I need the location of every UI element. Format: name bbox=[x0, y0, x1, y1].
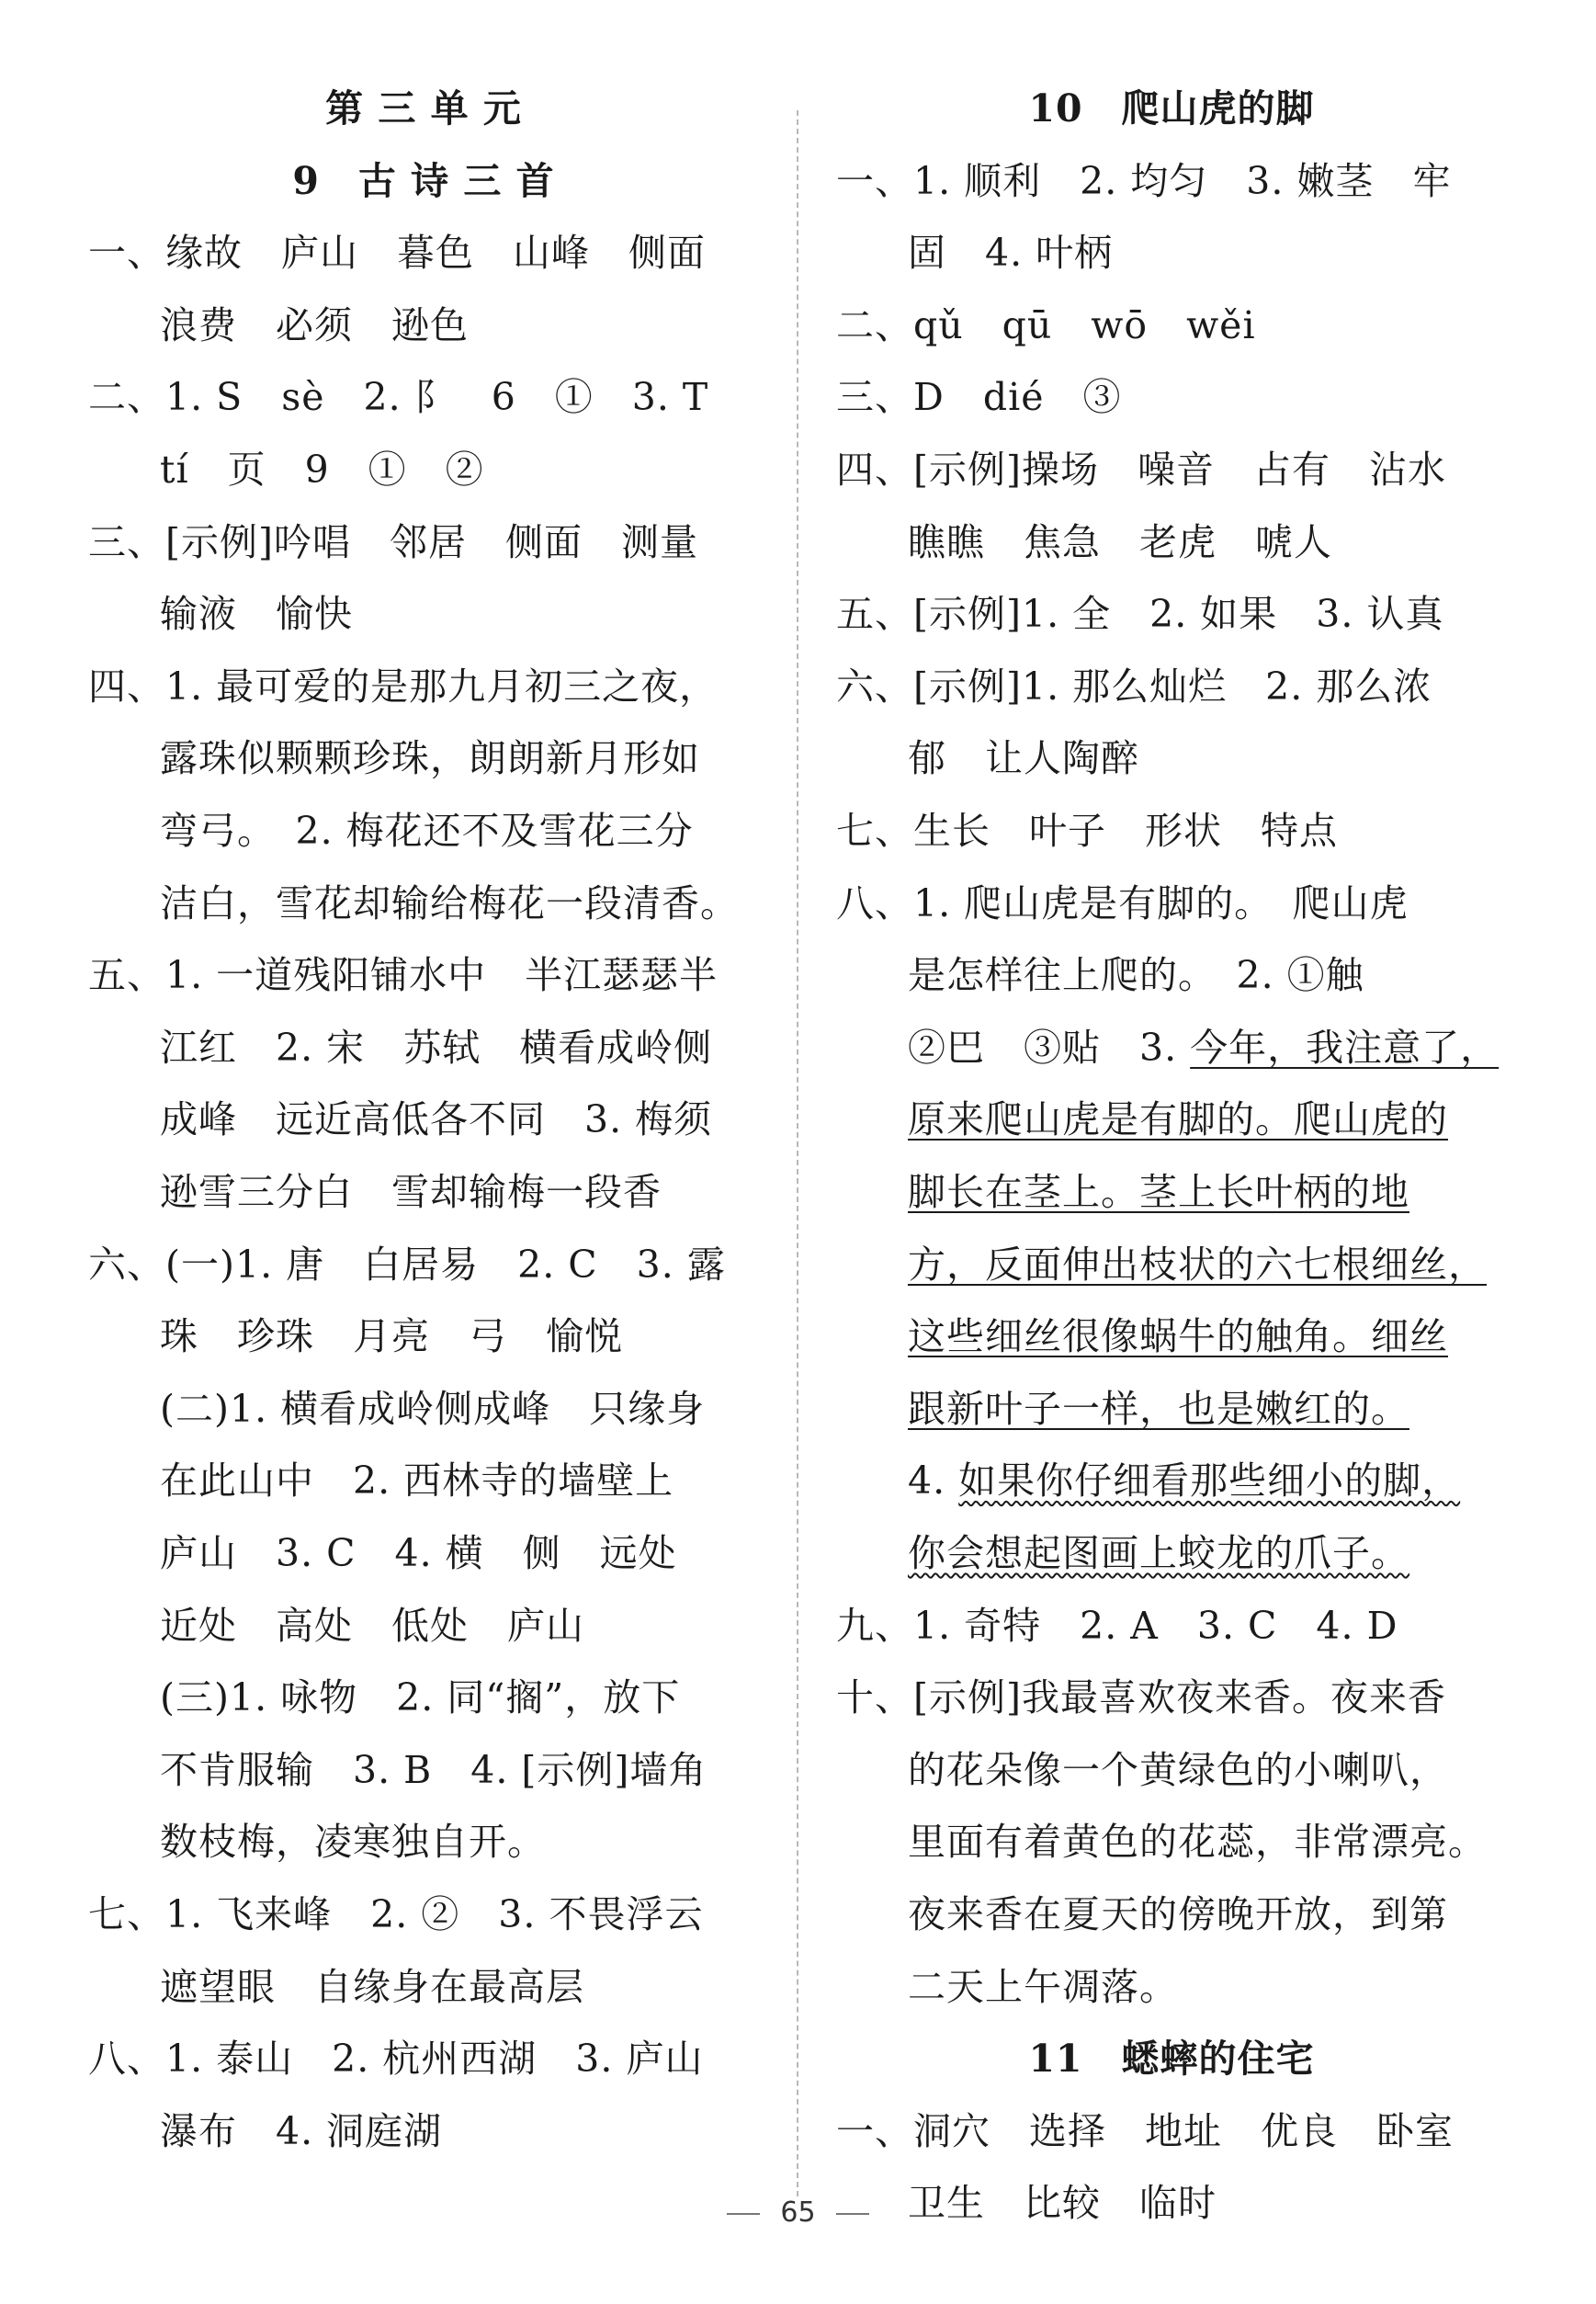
answer-text: 原来爬山虎是有脚的。爬山虎的 bbox=[908, 1097, 1448, 1142]
answer-text: 方，反面伸出枝状的六七根细丝， bbox=[908, 1242, 1487, 1287]
answer-line bbox=[836, 588, 1443, 640]
answer-text: 输液 愉快 bbox=[160, 592, 353, 637]
answer-line bbox=[836, 1600, 1398, 1651]
page-number: 65 bbox=[780, 2196, 816, 2229]
answer-text: 八、1. 泰山 2. 杭州西湖 3. 庐山 bbox=[88, 2037, 704, 2082]
heading-text: 9 古 诗 三 首 bbox=[292, 158, 555, 203]
answer-line bbox=[160, 1672, 680, 1723]
answer-line bbox=[908, 1311, 1448, 1362]
answer-text: (三)1. 咏物 2. 同“搁”，放下 bbox=[160, 1675, 681, 1720]
answer-text: (二)1. 横看成岭侧成峰 只缘身 bbox=[160, 1386, 706, 1431]
answer-line bbox=[908, 1455, 1460, 1506]
answer-line bbox=[160, 1383, 705, 1435]
answer-text: 郁 让人陶醉 bbox=[908, 736, 1139, 781]
answer-text: 三、D dié ③ bbox=[836, 375, 1122, 420]
answer-text: 露珠似颗颗珍珠，朗朗新月形如 bbox=[160, 736, 700, 781]
answer-line bbox=[908, 1383, 1409, 1435]
answer-line bbox=[88, 949, 718, 1001]
answer-line bbox=[836, 661, 1432, 712]
answer-text: 江红 2. 宋 苏轼 横看成岭侧 bbox=[160, 1025, 713, 1070]
answer-text: 洁白，雪花却输给梅花一段清香。 bbox=[160, 880, 739, 925]
answer-line bbox=[908, 1816, 1487, 1867]
answer-text: 逊雪三分白 雪却输梅一段香 bbox=[160, 1170, 662, 1214]
answer-text: 二天上午凋落。 bbox=[908, 1964, 1178, 2009]
answer-line bbox=[836, 878, 1409, 929]
answer-line bbox=[160, 1166, 662, 1218]
answer-line bbox=[836, 805, 1338, 857]
answer-text: 跟新叶子一样，也是嫩红的。 bbox=[908, 1386, 1409, 1431]
answer-text: 固 4. 叶柄 bbox=[908, 231, 1114, 276]
answer-line bbox=[88, 1239, 726, 1290]
answer-line bbox=[160, 1455, 673, 1506]
answer-text: 夜来香在夏天的傍晚开放，到第 bbox=[908, 1892, 1448, 1936]
footer-dash-right bbox=[836, 2213, 869, 2215]
heading-text: 第 三 单 元 bbox=[325, 86, 522, 131]
answer-line bbox=[908, 1961, 1178, 2013]
answer-line bbox=[908, 227, 1113, 278]
answer-text: ②巴 ③贴 3. bbox=[908, 1025, 1191, 1070]
answer-line bbox=[88, 371, 708, 423]
answer-text: 不肯服输 3. B 4. [示例]墙角 bbox=[160, 1747, 707, 1792]
answer-line bbox=[836, 371, 1122, 423]
answer-text: 七、生长 叶子 形状 特点 bbox=[836, 809, 1338, 853]
section-heading bbox=[88, 83, 759, 134]
answer-line bbox=[88, 1889, 703, 1940]
answer-text: 四、1. 最可爱的是那九月初三之夜， bbox=[88, 664, 719, 709]
answer-text: 七、1. 飞来峰 2. ② 3. 不畏浮云 bbox=[88, 1892, 704, 1936]
answer-text: 六、[示例]1. 那么灿烂 2. 那么浓 bbox=[836, 664, 1432, 709]
answer-line bbox=[88, 516, 698, 568]
answer-text: 一、洞穴 选择 地址 优良 卧室 bbox=[836, 2108, 1454, 2153]
answer-line bbox=[160, 732, 700, 784]
answer-text: 三、[示例]吟唱 邻居 侧面 测量 bbox=[88, 519, 698, 564]
answer-line bbox=[88, 227, 706, 278]
footer-dash-left bbox=[727, 2213, 760, 2215]
answer-line bbox=[160, 1600, 584, 1651]
answer-text: 四、[示例]操场 噪音 占有 沾水 bbox=[836, 448, 1446, 492]
answer-line bbox=[836, 155, 1451, 207]
answer-text: 弯弓。 2. 梅花还不及雪花三分 bbox=[160, 809, 694, 853]
answer-line bbox=[908, 732, 1139, 784]
answer-line bbox=[160, 1311, 623, 1362]
answer-text: 是怎样往上爬的。 2. ①触 bbox=[908, 953, 1364, 998]
section-heading bbox=[88, 155, 759, 207]
answer-text: 十、[示例]我最喜欢夜来香。夜来香 bbox=[836, 1675, 1446, 1720]
answer-text: 浪费 必须 逊色 bbox=[160, 302, 469, 347]
answer-text: 二、1. S sè 2. 阝 6 ① 3. T bbox=[88, 375, 709, 420]
section-heading bbox=[836, 83, 1507, 134]
answer-text: 成峰 远近高低各不同 3. 梅须 bbox=[160, 1097, 713, 1142]
answer-text: 卫生 比较 临时 bbox=[908, 2181, 1217, 2226]
answer-text: 近处 高处 低处 庐山 bbox=[160, 1603, 584, 1648]
answer-text: 庐山 3. C 4. 横 侧 远处 bbox=[160, 1531, 677, 1575]
page-footer bbox=[0, 2196, 1596, 2229]
answer-line bbox=[160, 878, 739, 929]
answer-text: 瀑布 4. 洞庭湖 bbox=[160, 2108, 443, 2153]
answer-line bbox=[908, 1022, 1499, 1073]
answer-line bbox=[908, 1527, 1409, 1579]
answer-text: 这些细丝很像蜗牛的触角。细丝 bbox=[908, 1314, 1448, 1359]
answer-line bbox=[88, 2033, 703, 2084]
answer-line bbox=[908, 1889, 1448, 1940]
answer-text: 4. bbox=[908, 1458, 959, 1504]
answer-text: 五、[示例]1. 全 2. 如果 3. 认真 bbox=[836, 592, 1444, 637]
answer-text: tí 页 9 ① ② bbox=[160, 448, 484, 492]
answer-line bbox=[160, 1527, 677, 1579]
answer-text: 遮望眼 自缘身在最高层 bbox=[160, 1964, 584, 2009]
answer-line bbox=[160, 588, 353, 640]
answer-line bbox=[836, 300, 1256, 351]
answer-line bbox=[160, 1022, 712, 1073]
marked-answer-text: 如果你仔细看那些细小的脚， bbox=[958, 1458, 1461, 1504]
answer-line bbox=[160, 2105, 442, 2157]
marked-answer-text: 今年，我注意了， bbox=[1190, 1025, 1500, 1070]
answer-text: 数枝梅，凌寒独自开。 bbox=[160, 1820, 546, 1865]
answer-text: 二、qǔ qū wō wěi bbox=[836, 302, 1256, 347]
answer-line bbox=[160, 805, 694, 857]
answer-line bbox=[160, 1816, 546, 1867]
answer-line bbox=[908, 1239, 1487, 1290]
answer-text: 的花朵像一个黄绿色的小喇叭， bbox=[908, 1747, 1448, 1792]
answer-line bbox=[908, 1166, 1409, 1218]
answer-line bbox=[160, 300, 469, 351]
answer-line bbox=[88, 661, 718, 712]
answer-text: 八、1. 爬山虎是有脚的。 爬山虎 bbox=[836, 880, 1409, 925]
answer-text: 五、1. 一道残阳铺水中 半江瑟瑟半 bbox=[88, 953, 719, 998]
answer-text: 在此山中 2. 西林寺的墙壁上 bbox=[160, 1458, 674, 1504]
heading-text: 10 爬山虎的脚 bbox=[1028, 86, 1315, 131]
answer-text: 九、1. 奇特 2. A 3. C 4. D bbox=[836, 1603, 1398, 1648]
answer-text: 六、(一)1. 唐 白居易 2. C 3. 露 bbox=[88, 1242, 726, 1287]
answer-line bbox=[836, 444, 1446, 495]
answer-text: 珠 珍珠 月亮 弓 愉悦 bbox=[160, 1314, 623, 1359]
answer-line bbox=[160, 1961, 584, 2013]
answer-text: 瞧瞧 焦急 老虎 唬人 bbox=[908, 519, 1332, 564]
answer-line bbox=[908, 949, 1364, 1001]
answer-text: 你会想起图画上蛟龙的爪子。 bbox=[908, 1531, 1409, 1575]
column-divider bbox=[797, 110, 798, 2196]
section-heading bbox=[836, 2033, 1507, 2084]
answer-line bbox=[160, 1094, 712, 1145]
answer-line bbox=[908, 1094, 1448, 1145]
answer-line bbox=[908, 516, 1332, 568]
answer-line bbox=[836, 1672, 1446, 1723]
answer-line bbox=[160, 444, 484, 495]
answer-line bbox=[836, 2105, 1454, 2157]
answer-line bbox=[908, 1744, 1448, 1796]
heading-text: 11 蟋蟀的住宅 bbox=[1028, 2037, 1315, 2082]
answer-text: 一、缘故 庐山 暮色 山峰 侧面 bbox=[88, 231, 706, 276]
answer-text: 一、1. 顺利 2. 均匀 3. 嫩茎 牢 bbox=[836, 158, 1452, 203]
answer-line bbox=[160, 1744, 707, 1796]
answer-text: 脚长在茎上。茎上长叶柄的地 bbox=[908, 1170, 1409, 1214]
answer-text: 里面有着黄色的花蕊，非常漂亮。 bbox=[908, 1820, 1487, 1865]
